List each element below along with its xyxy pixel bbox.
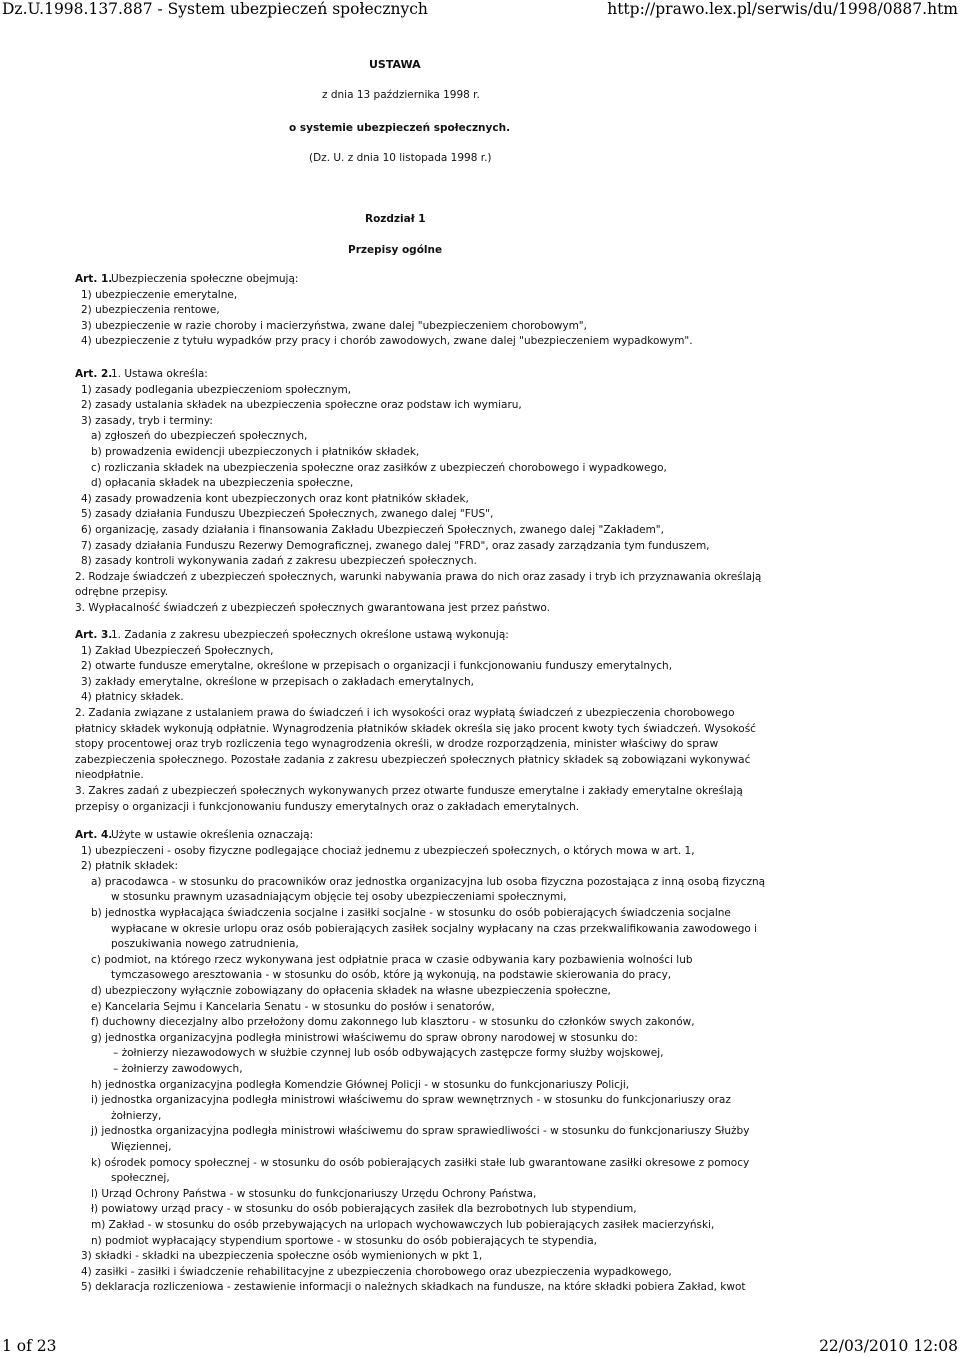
- art3-line: 2) otwarte fundusze emerytalne, określone w przepisach o organizacji i funkcjonowaniu funduszy emerytalnych,: [81, 660, 673, 673]
- art2-line-lead: 1. Ustawa określa:: [111, 368, 208, 380]
- art2-line: 2) zasady ustalania składek na ubezpieczenia społeczne oraz podstaw ich wymiaru,: [81, 399, 522, 412]
- act-type-heading: USTAWA: [369, 58, 421, 71]
- art2-line: odrębne przepisy.: [75, 586, 169, 599]
- art3-line: 4) płatnicy składek.: [81, 691, 184, 704]
- art4-line: a) pracodawca - w stosunku do pracowników oraz jednostka organizacyjna lub osoba fizyczna pozostająca z inną osobą fizyczną: [91, 875, 766, 888]
- act-subject: o systemie ubezpieczeń społecznych.: [289, 122, 511, 134]
- art2-line: 1) zasady podlegania ubezpieczeniom społecznym,: [81, 383, 352, 396]
- art4-line: 3) składki - składki na ubezpieczenia społeczne osób wymienionych w pkt 1,: [81, 1250, 483, 1263]
- art3-line: 1) Zakład Ubezpieczeń Społecznych,: [81, 644, 274, 657]
- art1-line: 1) ubezpieczenie emerytalne,: [81, 288, 238, 301]
- art2-line: 5) zasady działania Funduszu Ubezpieczeń Społecznych, zwanego dalej "FUS",: [81, 508, 494, 521]
- art4-line: j) jednostka organizacyjna podległa ministrowi właściwemu do spraw sprawiedliwości - w stosunku do funkcjonariuszy Służby: [91, 1125, 750, 1138]
- art1-line: 3) ubezpieczenie w razie choroby i macierzyństwa, zwane dalej "ubezpieczeniem chorobowym",: [81, 319, 587, 332]
- print-timestamp: 22/03/2010 12:08: [819, 1337, 958, 1355]
- art4-line: m) Zakład - w stosunku do osób przebywających na urlopach wychowawczych lub pobierających zasiłek macierzyński,: [91, 1219, 715, 1231]
- art2-line: d) opłacania składek na ubezpieczenia społeczne,: [91, 477, 354, 490]
- chapter-title: Przepisy ogólne: [348, 244, 443, 256]
- art4-line: h) jednostka organizacyjna podległa Komendzie Głównej Policji - w stosunku do funkcjonariuszy Policji,: [91, 1078, 630, 1091]
- art2-line: 2. Rodzaje świadczeń z ubezpieczeń społecznych, warunki nabywania prawa do nich oraz zasady i tryb ich przyznawania określają: [75, 570, 762, 583]
- art3-line: przepisy o organizacji i funkcjonowaniu funduszy emerytalnych oraz o zakładach emerytalnych.: [75, 800, 580, 813]
- page-counter: 1 of 23: [2, 1337, 57, 1355]
- art2-line: 3. Wypłacalność świadczeń z ubezpieczeń społecznych gwarantowana jest przez państwo.: [75, 602, 550, 614]
- art2-line: a) zgłoszeń do ubezpieczeń społecznych,: [91, 430, 308, 443]
- art2-line: 6) organizację, zasady działania i finansowania Zakładu Ubezpieczeń Społecznych, zwanego dalej "Zakładem",: [81, 524, 664, 536]
- art3-line: 2. Zadania związane z ustalaniem prawa do świadczeń i ich wysokości oraz wypłatą świadczeń z ubezpieczenia chorobowego: [75, 707, 735, 719]
- art3-line: stopy procentowej oraz tryb rozliczenia tego wynagrodzenia określi, w drodze rozporządzenia, minister właściwy do spraw: [75, 738, 719, 751]
- page-header-url[interactable]: http://prawo.lex.pl/serwis/du/1998/0887.htm: [607, 0, 958, 18]
- art4-line: tymczasowego aresztowania - w stosunku do osób, które ją wykonują, na podstawie skierowania do pracy,: [111, 969, 672, 982]
- art4-line: i) jednostka organizacyjna podległa ministrowi właściwemu do spraw wewnętrznych - w stosunku do funkcjonariuszy oraz: [91, 1094, 731, 1107]
- art3-line: zabezpieczenia społecznego. Pozostałe zadania z zakresu ubezpieczeń społecznych płatnicy składek są zobowiązani wykonywać: [75, 753, 751, 766]
- art1-line: 4) ubezpieczenie z tytułu wypadków przy pracy i chorób zawodowych, zwane dalej "ubezpieczeniem wypadkowym".: [81, 335, 693, 348]
- art2-line: b) prowadzenia ewidencji ubezpieczonych i płatników składek,: [91, 446, 420, 458]
- art4-line: 2) płatnik składek:: [81, 860, 179, 873]
- art2-lead-label: Art. 2.: [75, 368, 113, 380]
- art3-line: płatnicy składek wykonują odpłatnie. Wynagrodzenia płatników składek określa się jako procent kwoty tych świadczeń. Wysokość: [75, 722, 756, 735]
- act-date: z dnia 13 października 1998 r.: [322, 89, 480, 101]
- art2-line: 4) zasady prowadzenia kont ubezpieczonych oraz kont płatników składek,: [81, 492, 469, 505]
- art4-line: c) podmiot, na którego rzecz wykonywana jest odpłatnie praca w czasie odbywania kary pozbawienia wolności lub: [91, 953, 693, 966]
- art2-line: c) rozliczania składek na ubezpieczenia społeczne oraz zasiłków z ubezpieczeń chorobowego i wypadkowego,: [91, 461, 667, 474]
- art4-line: w stosunku prawnym uzasadniającym objęcie tej osoby ubezpieczeniami społecznymi,: [111, 891, 567, 904]
- art4-line: g) jednostka organizacyjna podległa ministrowi właściwemu do spraw obrony narodowej w stosunku do:: [91, 1031, 638, 1044]
- art2-line: 8) zasady kontroli wykonywania zadań z zakresu ubezpieczeń społecznych.: [81, 555, 477, 568]
- art4-line: – żołnierzy zawodowych,: [113, 1063, 243, 1075]
- art3-line: 3. Zakres zadań z ubezpieczeń społecznych wykonywanych przez otwarte fundusze emerytalne i zakłady emerytalne określają: [75, 785, 743, 797]
- art4-line: b) jednostka wypłacająca świadczenia socjalne i zasiłki socjalne - w stosunku do osób pobierających świadczenia socjalne: [91, 907, 731, 919]
- art4-line: – żołnierzy niezawodowych w służbie czynnej lub osób odbywających zastępcze formy służby wojskowej,: [113, 1047, 664, 1060]
- art3-line: nieodpłatnie.: [75, 769, 144, 782]
- art3-line-lead: 1. Zadania z zakresu ubezpieczeń społecznych określone ustawą wykonują:: [111, 629, 509, 641]
- art3-lead-label: Art. 3.: [75, 629, 113, 641]
- art4-line: społecznej,: [111, 1172, 170, 1185]
- art4-line: k) ośrodek pomocy społecznej - w stosunku do osób pobierających zasiłki stałe lub gwarantowane zasiłki okresowe z pomocy: [91, 1156, 750, 1169]
- act-publication: (Dz. U. z dnia 10 listopada 1998 r.): [309, 152, 492, 164]
- art4-line: 5) deklaracja rozliczeniowa - zestawienie informacji o należnych składkach na fundusze, na które składki pobiera Zakład, kwot: [81, 1281, 746, 1294]
- art4-line: ł) powiatowy urząd pracy - w stosunku do osób pobierających zasiłek dla bezrobotnych lub stypendium,: [91, 1203, 637, 1216]
- art1-lead-label: Art. 1.: [75, 273, 113, 285]
- chapter-number: Rozdział 1: [365, 213, 426, 225]
- art4-line: 1) ubezpieczeni - osoby fizyczne podlegające chociaż jednemu z ubezpieczeń społecznych, o których mowa w art. 1,: [81, 844, 695, 857]
- art1-line-lead: Ubezpieczenia społeczne obejmują:: [111, 273, 299, 285]
- art4-line: f) duchowny diecezjalny albo przełożony domu zakonnego lub klasztoru - w stosunku do członków swych zakonów,: [91, 1016, 695, 1029]
- art4-line-lead: Użyte w ustawie określenia oznaczają:: [111, 829, 314, 841]
- art1-line: 2) ubezpieczenia rentowe,: [81, 304, 220, 317]
- art4-line: n) podmiot wypłacający stypendium sportowe - w stosunku do osób pobierających te stypendia,: [91, 1234, 597, 1247]
- art4-lead-label: Art. 4.: [75, 829, 113, 841]
- art2-line: 3) zasady, tryb i terminy:: [81, 414, 213, 427]
- art4-line: 4) zasiłki - zasiłki i świadczenie rehabilitacyjne z ubezpieczenia chorobowego oraz ubezpieczenia wypadkowego,: [81, 1265, 672, 1278]
- page-header-title: Dz.U.1998.137.887 - System ubezpieczeń społecznych: [2, 0, 428, 18]
- art4-line: Więziennej,: [111, 1141, 172, 1153]
- art4-line: d) ubezpieczony wyłącznie zobowiązany do opłacenia składek na własne ubezpieczenia społeczne,: [91, 985, 611, 997]
- art4-line: e) Kancelaria Sejmu i Kancelaria Senatu - w stosunku do posłów i senatorów,: [91, 1000, 495, 1013]
- art4-line: poszukiwania nowego zatrudnienia,: [111, 938, 299, 951]
- art4-line: l) Urząd Ochrony Państwa - w stosunku do funkcjonariuszy Urzędu Ochrony Państwa,: [91, 1187, 537, 1200]
- art4-line: wypłacane w okresie urlopu oraz osób pobierających zasiłek socjalny wypłacany na czas przekwalifikowania zawodowego i: [111, 922, 758, 935]
- art3-line: 3) zakłady emerytalne, określone w przepisach o zakładach emerytalnych,: [81, 675, 475, 688]
- art2-line: 7) zasady działania Funduszu Rezerwy Demograficznej, zwanego dalej "FRD", oraz zasady zarządzania tym funduszem,: [81, 539, 710, 552]
- art4-line: żołnierzy,: [111, 1109, 162, 1122]
